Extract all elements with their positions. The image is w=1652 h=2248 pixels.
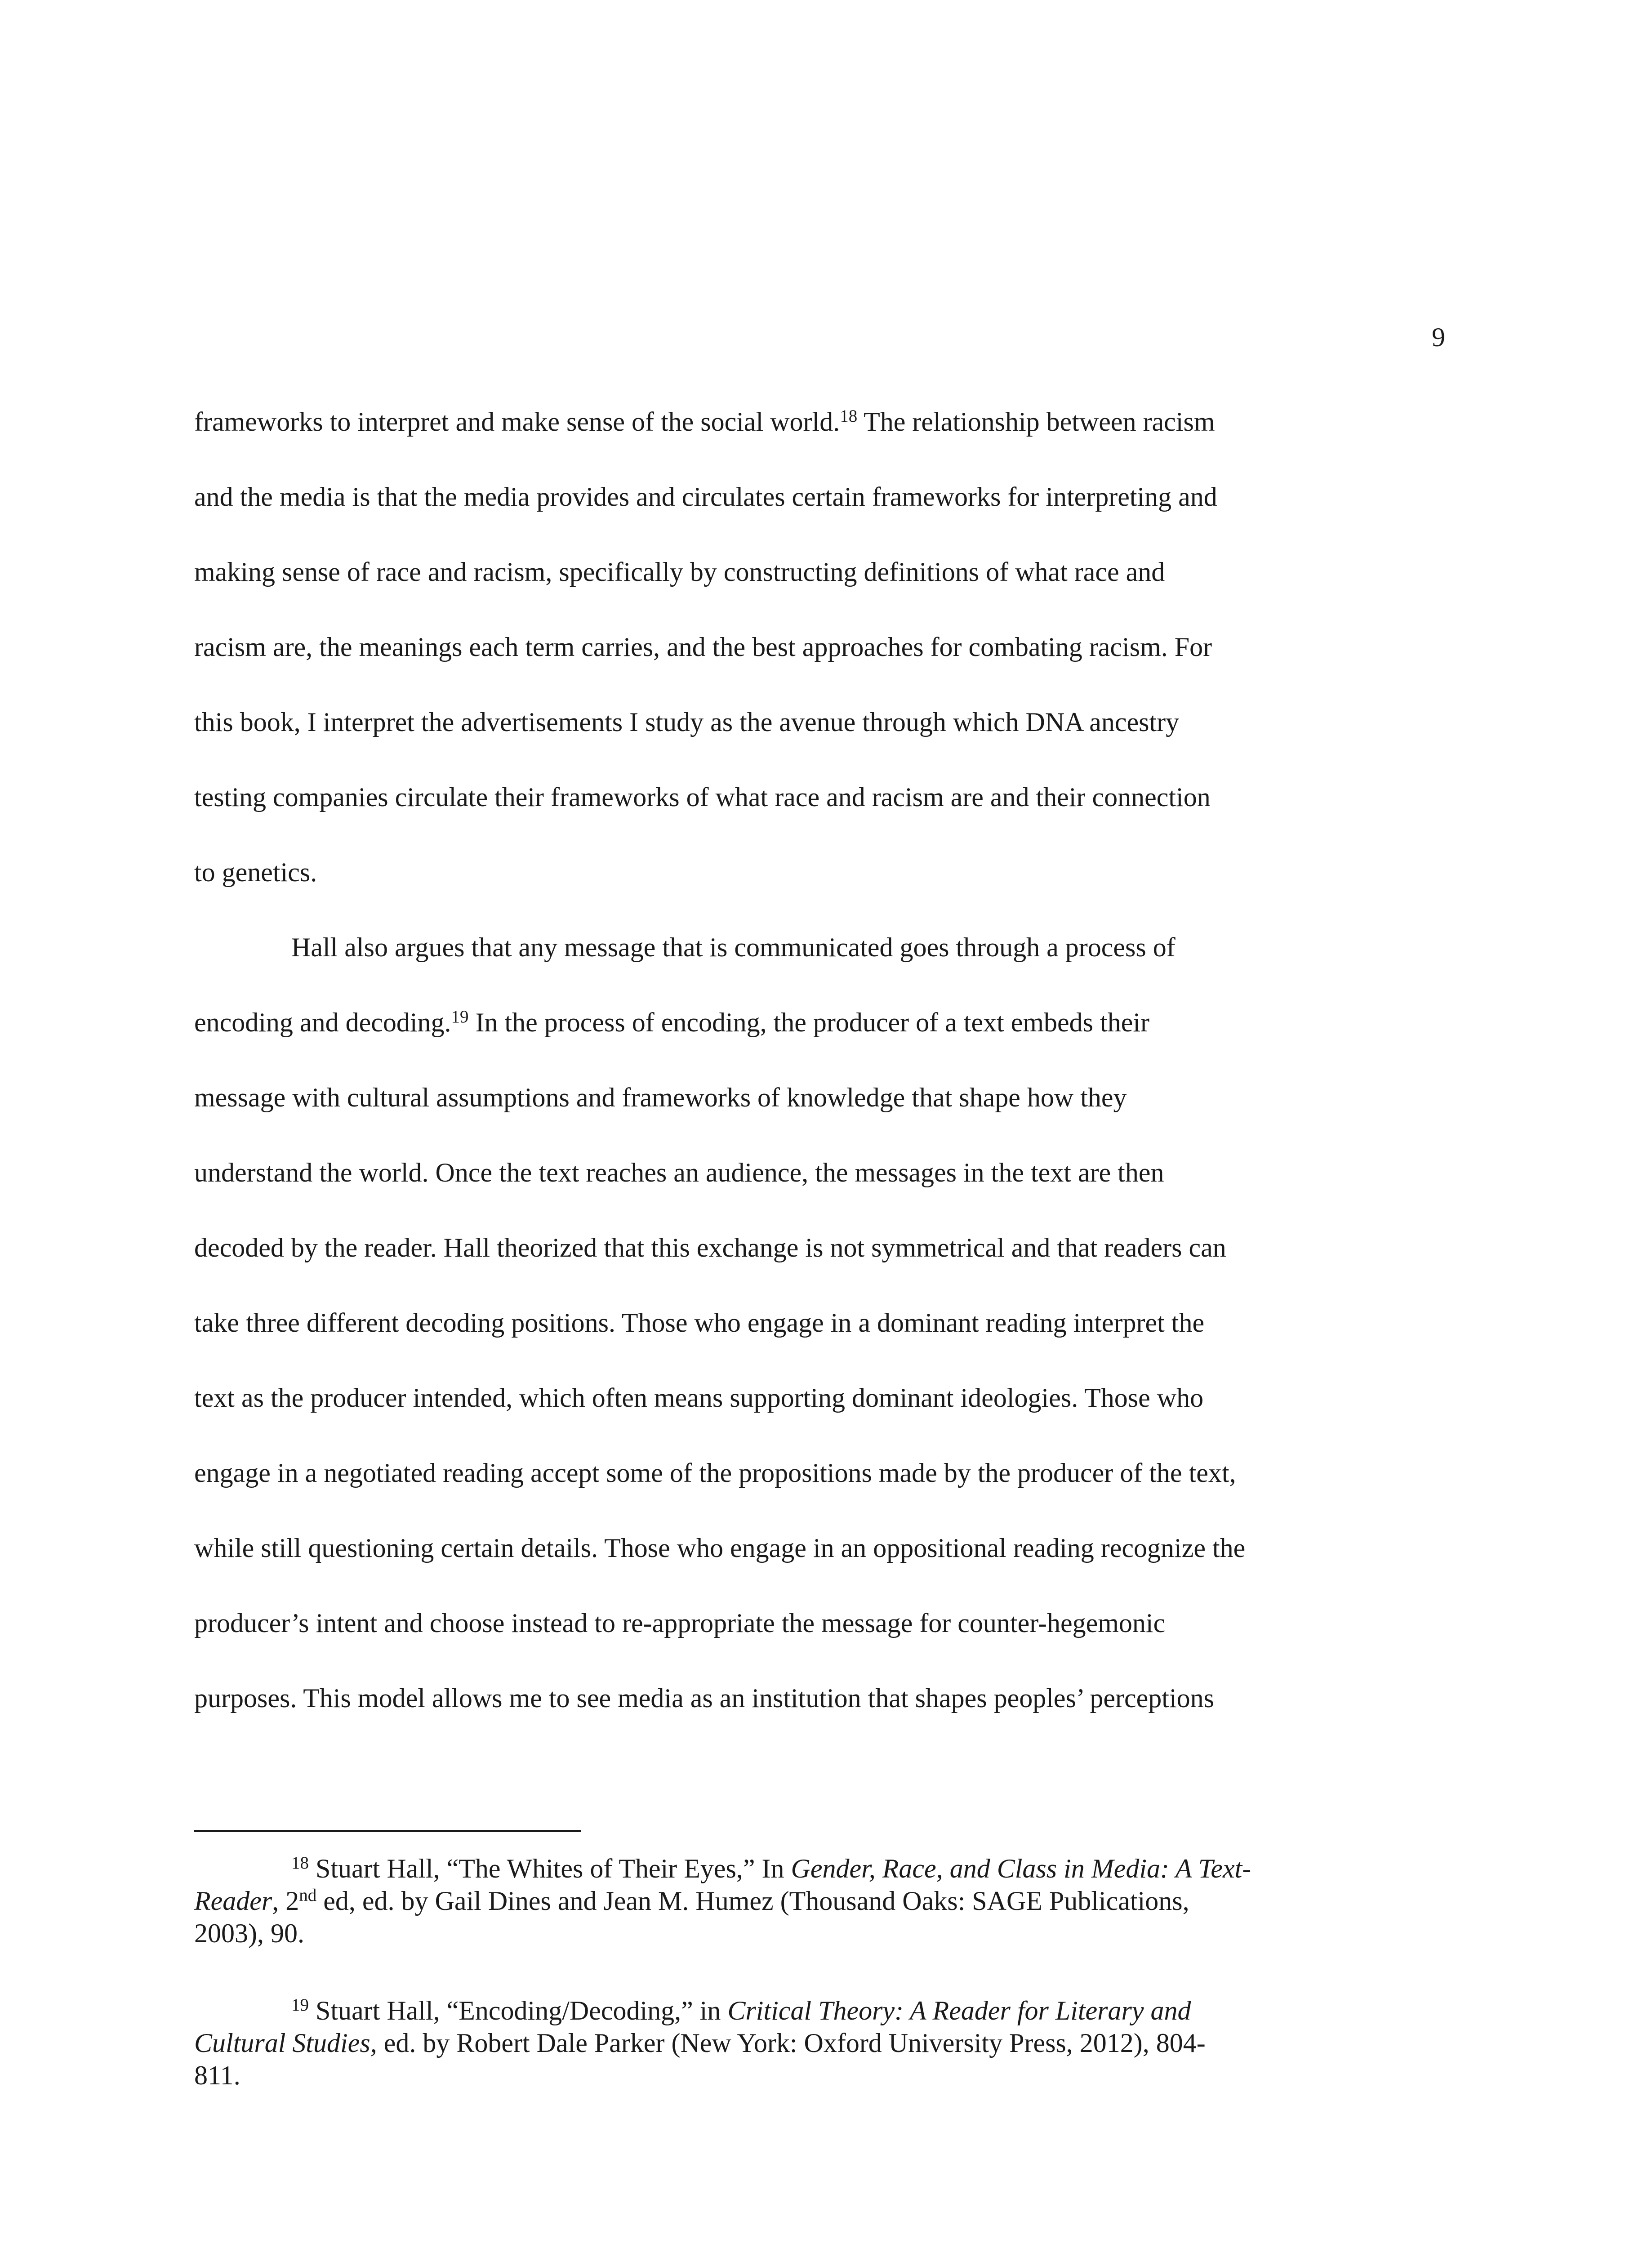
body-line: message with cultural assumptions and frameworks of knowledge that shape how they	[194, 1083, 1127, 1112]
body-line: decoded by the reader. Hall theorized that this exchange is not symmetrical and that readers can	[194, 1233, 1226, 1262]
body-line: this book, I interpret the advertisements I study as the avenue through which DNA ancestry	[194, 707, 1180, 737]
footnote-line: Reader, 2nd ed, ed. by Gail Dines and Jean M. Humez (Thousand Oaks: SAGE Publications,	[194, 1886, 1189, 1916]
body-line: encoding and decoding.$^{19}$ In the process of encoding, the producer of a text embeds their	[194, 1007, 1149, 1037]
body-line: purposes. This model allows me to see media as an institution that shapes peoples’ perceptions	[194, 1683, 1214, 1713]
body-line: frameworks to interpret and make sense of the social world.$^{18}$ The relationship between racism	[194, 406, 1215, 437]
footnote-marker: 19	[291, 1995, 309, 2015]
footnote-separator	[194, 1830, 581, 1832]
body-line: testing companies circulate their frameworks of what race and racism are and their connection	[194, 782, 1211, 812]
footnote-ref-18[interactable]: 18	[840, 406, 858, 426]
footnote-line: 2003), 90.	[194, 1918, 304, 1948]
body-line: racism are, the meanings each term carries, and the best approaches for combating racism. For	[194, 632, 1212, 662]
footnote-line: $^{18}$ Stuart Hall, “The Whites of Their Eyes,” In Gender, Race, and Class in Media: A Text-	[291, 1853, 1251, 1883]
footnotes	[194, 1852, 1462, 2136]
body-line: text as the producer intended, which often means supporting dominant ideologies. Those who	[194, 1383, 1204, 1413]
footnote-19	[194, 1994, 1462, 2092]
footnote-marker: 18	[291, 1853, 309, 1873]
body-line: understand the world. Once the text reaches an audience, the messages in the text are then	[194, 1158, 1164, 1187]
body-line: and the media is that the media provides and circulates certain frameworks for interpreting and	[194, 482, 1217, 512]
footnote-line: Cultural Studies, ed. by Robert Dale Parker (New York: Oxford University Press, 2012), 804-	[194, 2028, 1206, 2058]
body-text	[194, 384, 1458, 1736]
body-line: Hall also argues that any message that is communicated goes through a process of	[291, 932, 1176, 962]
body-line: producer’s intent and choose instead to re-appropriate the message for counter-hegemonic	[194, 1608, 1166, 1638]
body-line: to genetics.	[194, 857, 317, 887]
page-number: 9	[1432, 322, 1445, 352]
body-line: engage in a negotiated reading accept some of the propositions made by the producer of the text,	[194, 1458, 1236, 1488]
footnote-line: 811.	[194, 2061, 240, 2090]
footnote-18	[194, 1852, 1462, 1949]
body-line: take three different decoding positions. Those who engage in a dominant reading interpret the	[194, 1308, 1205, 1338]
body-line: making sense of race and racism, specifically by constructing definitions of what race and	[194, 557, 1165, 587]
body-line: while still questioning certain details. Those who engage in an oppositional reading recognize the	[194, 1533, 1246, 1563]
footnote-ref-19[interactable]: 19	[451, 1007, 469, 1026]
footnote-line: $^{19}$ Stuart Hall, “Encoding/Decoding,” in Critical Theory: A Reader for Literary and	[291, 1995, 1191, 2025]
